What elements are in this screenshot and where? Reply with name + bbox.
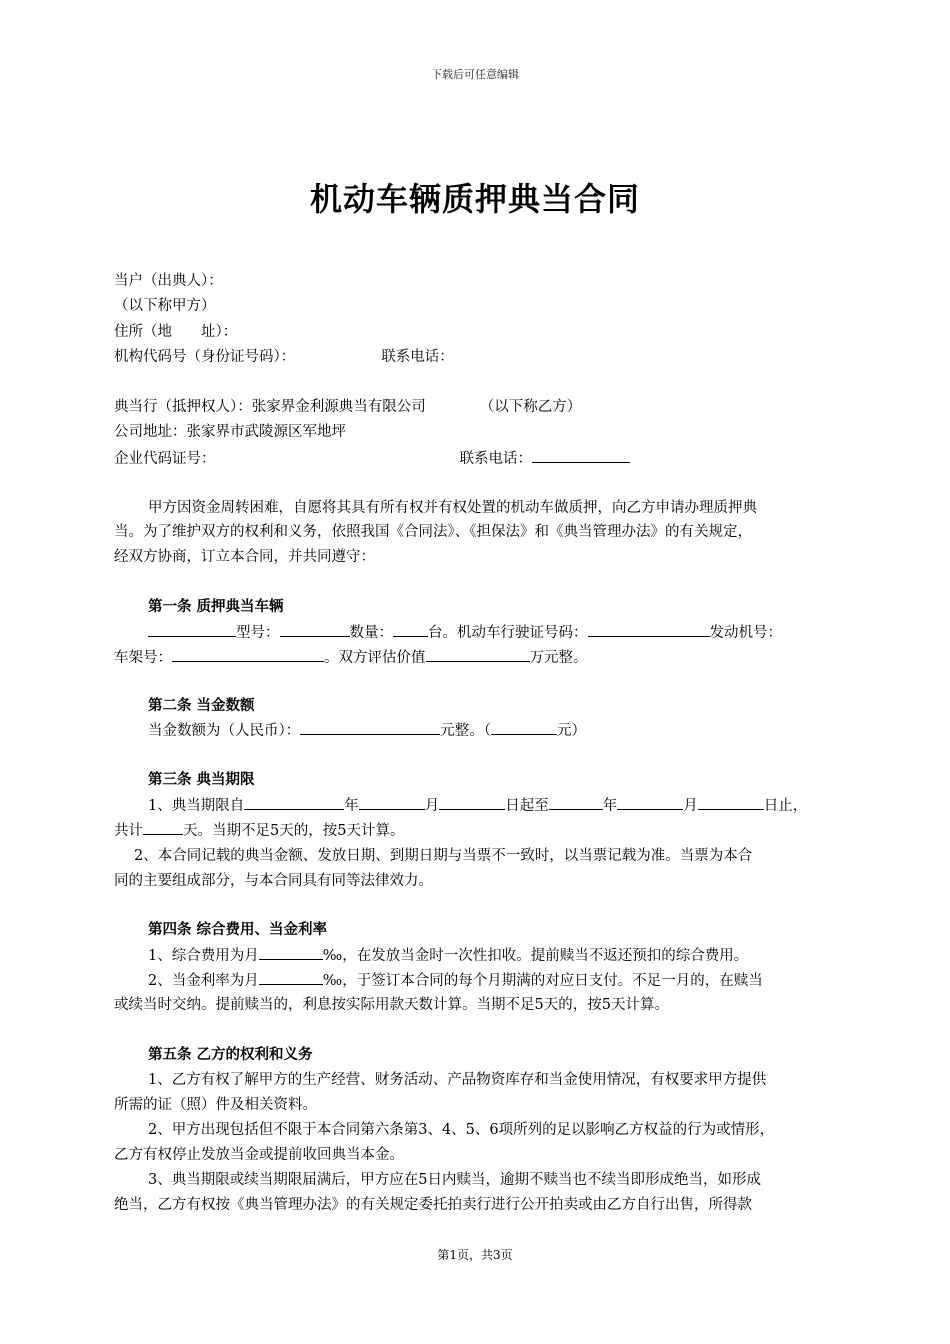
month-label: 月 [424,798,440,814]
blank [617,795,683,810]
blank [439,795,505,810]
header-note: 下载后可任意编辑 [431,68,519,81]
article-5-p3b: 绝当，乙方有权按《典当管理办法》的有关规定委托拍卖行进行公开拍卖或由乙方自行出售，所得款 [114,1197,752,1213]
blank [549,795,603,810]
article-3-p2a: 2、本合同记载的典当金额、发放日期、到期日期与当票不一致时，以当票记载为准。当票为本合 [134,848,753,864]
blank [259,945,323,960]
blank [698,795,764,810]
party-b-phone-label: 联系电话： [459,451,532,467]
term-from-label: 1、典当期限自 [148,798,245,814]
article-3-p1b [114,820,404,841]
article-1-heading: 第一条 质押典当车辆 [148,598,284,615]
party-b-pawnshop: 典当行（抵押权人）：张家界金利源典当有限公司 [114,399,426,415]
blank [393,622,428,637]
article-2-heading: 第二条 当金数额 [148,697,255,714]
article-4-p2c: 或续当时交纳。提前赎当的，利息按实际用款天数计算。当期不足5天的，按5天计算。 [114,997,669,1013]
wan-label: 万元整。 [529,650,588,666]
amount-label: 当金数额为（人民币）： [148,723,301,739]
blank [280,622,350,637]
blank [259,970,323,985]
month-label: 月 [683,798,698,814]
blank [588,622,710,637]
article-4-heading: 第四条 综合费用、当金利率 [148,921,328,938]
intro-line-1: 甲方因资金周转困难，自愿将其具有所有权并有权处置的机动车做质押，向乙方申请办理质押典 [148,500,757,516]
rate-label: 2、当金利率为月 [148,973,259,989]
party-b-pawnshop-line [114,397,581,417]
article-2-line [148,720,586,741]
party-a-alias: （以下称甲方） [114,298,216,314]
article-4-p1 [148,945,748,966]
year-label: 年 [602,798,618,814]
page-footer: 第1页，共3页 [437,1248,513,1262]
article-1-line-1 [148,622,782,643]
article-5-p2a: 2、甲方出现包括但不限于本合同第六条第3、4、5、6项所列的足以影响乙方权益的行为或情形， [148,1122,775,1138]
party-a-pawner: 当户（出典人）： [114,273,223,289]
article-5-p1a: 1、乙方有权了解甲方的生产经营、财务活动、产品物资库存和当金使用情况，有权要求甲方提供 [148,1072,767,1088]
intro-line-2: 当。为了维护双方的权利和义务，依照我国《合同法》、《担保法》和《典当管理办法》的有关规定， [114,524,752,540]
party-b-code-label: 企业代码证号： [114,451,216,467]
from-label: 日起至 [505,798,549,814]
year-label: 年 [344,798,359,814]
article-1-line-2 [114,647,588,668]
blank [426,647,530,662]
model-label: 型号： [236,625,280,641]
blank [143,820,183,835]
yuan-full-label: 元整。（ [440,723,491,739]
party-a-phone-label: 联系电话： [381,349,454,365]
eval-label: 。双方评估价值 [324,650,426,666]
quantity-label: 数量： [349,625,393,641]
article-5-p1b: 所需的证（照）件及相关资料。 [114,1097,317,1113]
intro-line-3: 经双方协商，订立本合同，并共同遵守： [114,549,375,565]
article-3-p2b: 同的主要组成部分，与本合同具有同等法律效力。 [114,873,433,889]
days-label: 天。当期不足5天的，按5天计算。 [183,823,405,839]
blank [491,720,557,735]
article-3-p1 [148,795,807,816]
rate-text: ‰，于签订本合同的每个月期满的对应日支付。不足一月的，在赎当 [322,973,763,989]
yuan-label: 元） [557,723,586,739]
page-title: 机动车辆质押典当合同 [309,180,640,218]
party-a-id-label: 机构代码号（身份证号码）： [114,349,296,365]
phone-blank [532,448,630,463]
blank [172,647,324,662]
frame-label: 车架号： [114,650,172,666]
article-3-heading: 第三条 典当期限 [148,771,255,788]
to-label: 日止， [763,798,808,814]
fee-text: ‰，在发放当金时一次性扣收。提前赎当不返还预扣的综合费用。 [322,948,749,964]
party-b-alias: （以下称乙方） [479,399,582,415]
article-5-p3a: 3、典当期限或续当期限届满后，甲方应在5日内赎当，逾期不赎当也不续当即形成绝当，如形成 [148,1172,761,1188]
blank [300,720,440,735]
article-5-p2b: 乙方有权停止发放当金或提前收回典当本金。 [114,1147,404,1163]
party-b-code-line [114,448,630,469]
party-a-id-line [114,347,454,367]
total-label: 共计 [114,823,143,839]
blank [244,795,344,810]
engine-label: 发动机号： [709,625,782,641]
blank [359,795,425,810]
blank [148,622,236,637]
article-5-heading: 第五条 乙方的权利和义务 [148,1046,313,1063]
article-4-p2 [148,970,763,991]
fee-label: 1、综合费用为月 [148,948,259,964]
party-b-address: 公司地址：张家界市武陵源区军地坪 [114,424,346,440]
party-a-address: 住所（地 址）： [114,324,238,340]
license-label: 台。机动车行驶证号码： [428,625,588,641]
